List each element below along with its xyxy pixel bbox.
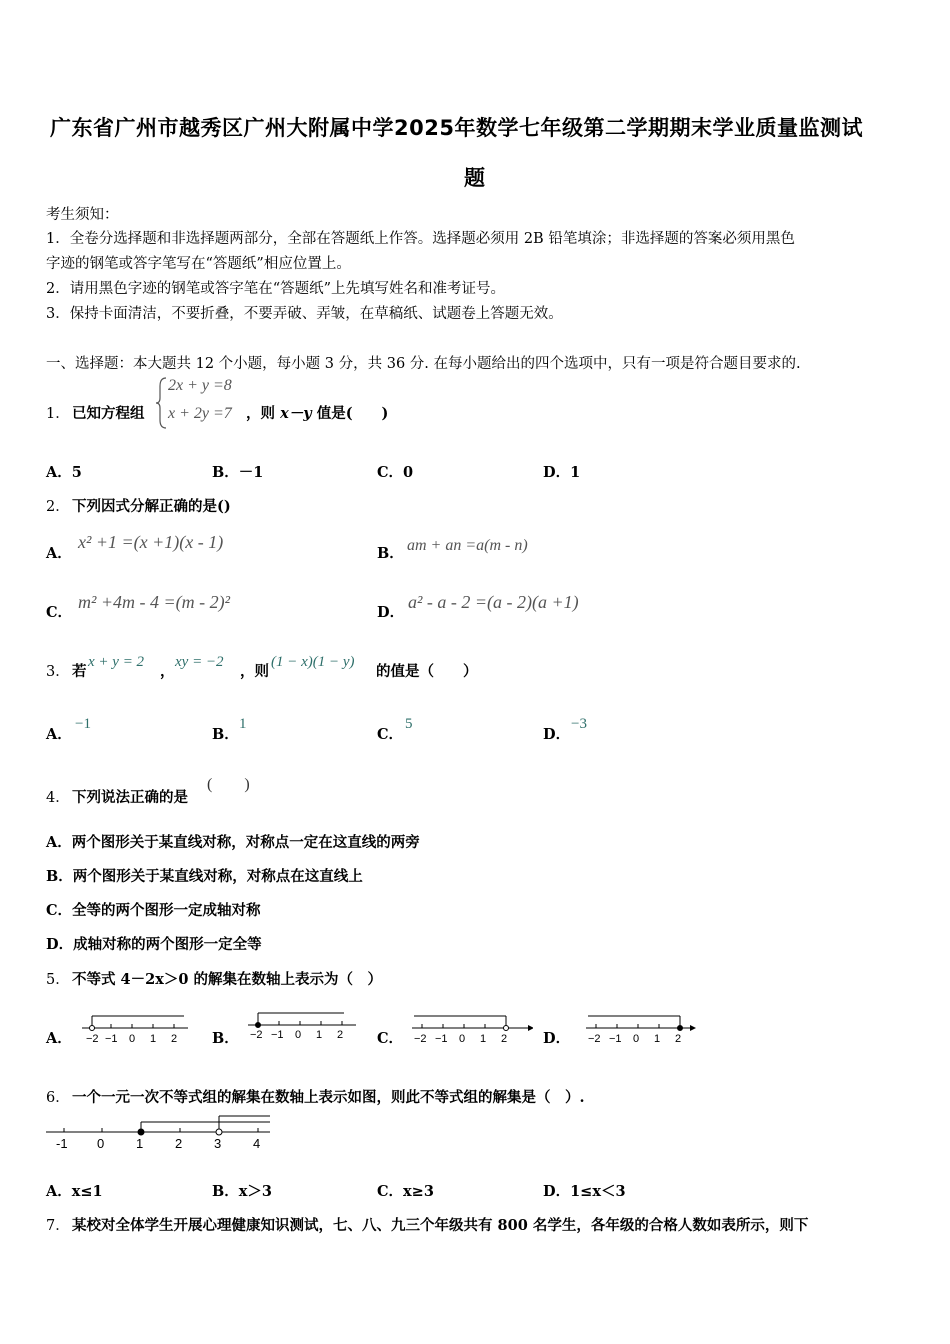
- q3-condition-2: xy = −2: [175, 654, 224, 670]
- q3-stem-post: 的值是（ ）: [376, 663, 478, 680]
- q5-d-tick-label: 0: [633, 1033, 640, 1045]
- q5-c-tick-label: −2: [414, 1033, 427, 1045]
- q1-option-c[interactable]: C．0: [377, 464, 414, 481]
- q2-option-d-expr: a² - a - 2 =(a - 2)(a +1): [408, 592, 579, 612]
- brace-icon: [155, 376, 169, 430]
- q3-option-a-value: −1: [75, 716, 91, 732]
- q5-c-tick-label: 1: [480, 1033, 487, 1045]
- q2-option-c-label[interactable]: C．: [46, 604, 73, 621]
- q2-number: 2．: [46, 499, 70, 515]
- q1-option-b[interactable]: B．－1: [212, 464, 264, 481]
- q5-number-line-b: [244, 1004, 364, 1046]
- q1-option-a[interactable]: A．5: [46, 464, 82, 481]
- q4-option-c[interactable]: C．全等的两个图形一定成轴对称: [46, 902, 261, 919]
- q1-option-d[interactable]: D．1: [543, 464, 581, 481]
- notice-item-1-cont: 字迹的钢笔或答字笔写在“答题纸”相应位置上。: [46, 256, 351, 272]
- q1-equation-2: x + 2y =7: [168, 405, 232, 422]
- q6-option-d[interactable]: D．1≤x＜3: [543, 1183, 626, 1200]
- q5-b-tick-label: 0: [295, 1029, 302, 1041]
- q7-number: 7．: [46, 1218, 70, 1234]
- q3-condition-1: x + y = 2: [88, 654, 145, 670]
- q5-d-tick-label: 1: [654, 1033, 661, 1045]
- q5-number: 5．: [46, 972, 70, 988]
- q5-b-tick-label: −2: [250, 1029, 263, 1041]
- q6-option-a[interactable]: A．x≤1: [46, 1183, 103, 1200]
- page-title-continued: 题: [464, 166, 486, 190]
- q5-a-tick-label: −1: [105, 1033, 118, 1045]
- q3-option-d-label[interactable]: D．: [543, 726, 571, 743]
- q1-post-b: 值是( ): [311, 405, 389, 422]
- q5-option-c-label[interactable]: C．: [377, 1030, 404, 1047]
- q5-b-tick-label: 2: [337, 1029, 344, 1041]
- q2-option-d-label[interactable]: D．: [377, 604, 405, 621]
- q5-b-tick-label: 1: [316, 1029, 323, 1041]
- q6-stem: 一个一元一次不等式组的解集在数轴上表示如图，则此不等式组的解集是（ ）.: [72, 1089, 585, 1106]
- notice-heading: 考生须知：: [46, 207, 119, 223]
- q5-d-tick-label: −1: [609, 1033, 622, 1045]
- q5-number-line-d: [582, 1004, 700, 1046]
- q5-option-b-label[interactable]: B．: [212, 1030, 239, 1047]
- q5-d-tick-label: −2: [588, 1033, 601, 1045]
- q6-tick-label: 1: [136, 1136, 144, 1151]
- q5-option-a-label[interactable]: A．: [46, 1030, 72, 1047]
- q4-number: 4．: [46, 790, 70, 806]
- q5-number-line-a: [76, 1004, 196, 1046]
- notice-item-1: 1．全卷分选择题和非选择题两部分，全部在答题纸上作答。选择题必须用 2B 铅笔填涂；非选择题的答案必须用黑色: [46, 231, 795, 247]
- q3-option-a-label[interactable]: A．: [46, 726, 72, 743]
- q1-post-a: ，则: [246, 405, 281, 422]
- q3-option-d-value: −3: [571, 716, 587, 732]
- q6-tick-label: 4: [253, 1136, 261, 1151]
- q6-option-c[interactable]: C．x≥3: [377, 1183, 434, 1200]
- q2-stem: 下列因式分解正确的是(): [72, 498, 231, 515]
- q5-b-tick-label: −1: [271, 1029, 284, 1041]
- q1-post-expr: x－y: [280, 405, 312, 422]
- q1-equation-1: 2x + y =8: [168, 377, 232, 394]
- q6-option-b[interactable]: B．x＞3: [212, 1183, 272, 1200]
- q3-separator: ，: [160, 663, 175, 680]
- q5-d-tick-label: 2: [675, 1033, 682, 1045]
- q6-tick-label: 2: [175, 1136, 183, 1151]
- q3-stem-mid: ，则: [240, 663, 269, 680]
- q5-a-tick-label: 0: [129, 1033, 136, 1045]
- q4-option-a[interactable]: A．两个图形关于某直线对称，对称点一定在这直线的两旁: [46, 834, 420, 851]
- q1-number: 1．: [46, 406, 70, 422]
- q3-option-c-value: 5: [405, 716, 413, 732]
- q5-stem: 不等式 4－2x＞0 的解集在数轴上表示为（ ）: [72, 971, 383, 988]
- q4-option-d[interactable]: D．成轴对称的两个图形一定全等: [46, 936, 262, 953]
- q5-c-tick-label: 0: [459, 1033, 466, 1045]
- q7-stem: 某校对全体学生开展心理健康知识测试，七、八、九三个年级共有 800 名学生，各年级的合格人数如表所示，则下: [72, 1217, 809, 1234]
- q2-option-a-expr: x² +1 =(x +1)(x - 1): [78, 532, 224, 552]
- q5-c-tick-label: 2: [501, 1033, 508, 1045]
- q3-option-b-label[interactable]: B．: [212, 726, 239, 743]
- q5-a-tick-label: 1: [150, 1033, 157, 1045]
- q3-stem-pre: 若: [72, 663, 87, 680]
- q3-option-b-value: 1: [239, 716, 247, 732]
- q3-option-c-label[interactable]: C．: [377, 726, 404, 743]
- q4-option-b[interactable]: B．两个图形关于某直线对称，对称点在这直线上: [46, 868, 363, 885]
- q5-option-d-label[interactable]: D．: [543, 1030, 571, 1047]
- q1-stem-post: [246, 402, 388, 423]
- q4-stem: 下列说法正确的是: [72, 789, 188, 806]
- q6-tick-label: 0: [97, 1136, 105, 1151]
- q5-ticks-a: [111, 1024, 174, 1028]
- q3-expression: (1 − x)(1 − y): [271, 654, 355, 670]
- q2-option-b-label[interactable]: B．: [377, 545, 404, 562]
- q6-number: 6．: [46, 1090, 70, 1106]
- q4-paren: ( ): [207, 776, 250, 793]
- q1-stem-pre: 已知方程组: [72, 405, 145, 422]
- q2-option-b-expr: am + an =a(m - n): [407, 537, 528, 554]
- q5-number-line-c: [408, 1004, 533, 1046]
- notice-item-3: 3．保持卡面清洁，不要折叠，不要弄破、弄皱，在草稿纸、试题卷上答题无效。: [46, 306, 563, 322]
- q5-a-tick-label: −2: [86, 1033, 99, 1045]
- section-heading: 一、选择题：本大题共 12 个小题，每小题 3 分，共 36 分. 在每小题给出的四个选项中，只有一项是符合题目要求的.: [46, 356, 801, 372]
- q5-a-tick-label: 2: [171, 1033, 178, 1045]
- q6-tick-label: 3: [214, 1136, 222, 1151]
- q3-number: 3．: [46, 664, 70, 680]
- q6-tick-label: -1: [56, 1136, 68, 1151]
- q6-number-line: [44, 1112, 274, 1154]
- q2-option-c-expr: m² +4m - 4 =(m - 2)²: [78, 592, 231, 612]
- q5-c-tick-label: −1: [435, 1033, 448, 1045]
- page-title: 广东省广州市越秀区广州大附属中学2025年数学七年级第二学期期末学业质量监测试: [50, 116, 863, 140]
- notice-item-2: 2．请用黑色字迹的钢笔或答字笔在“答题纸”上先填写姓名和准考证号。: [46, 281, 506, 297]
- q2-option-a-label[interactable]: A．: [46, 545, 72, 562]
